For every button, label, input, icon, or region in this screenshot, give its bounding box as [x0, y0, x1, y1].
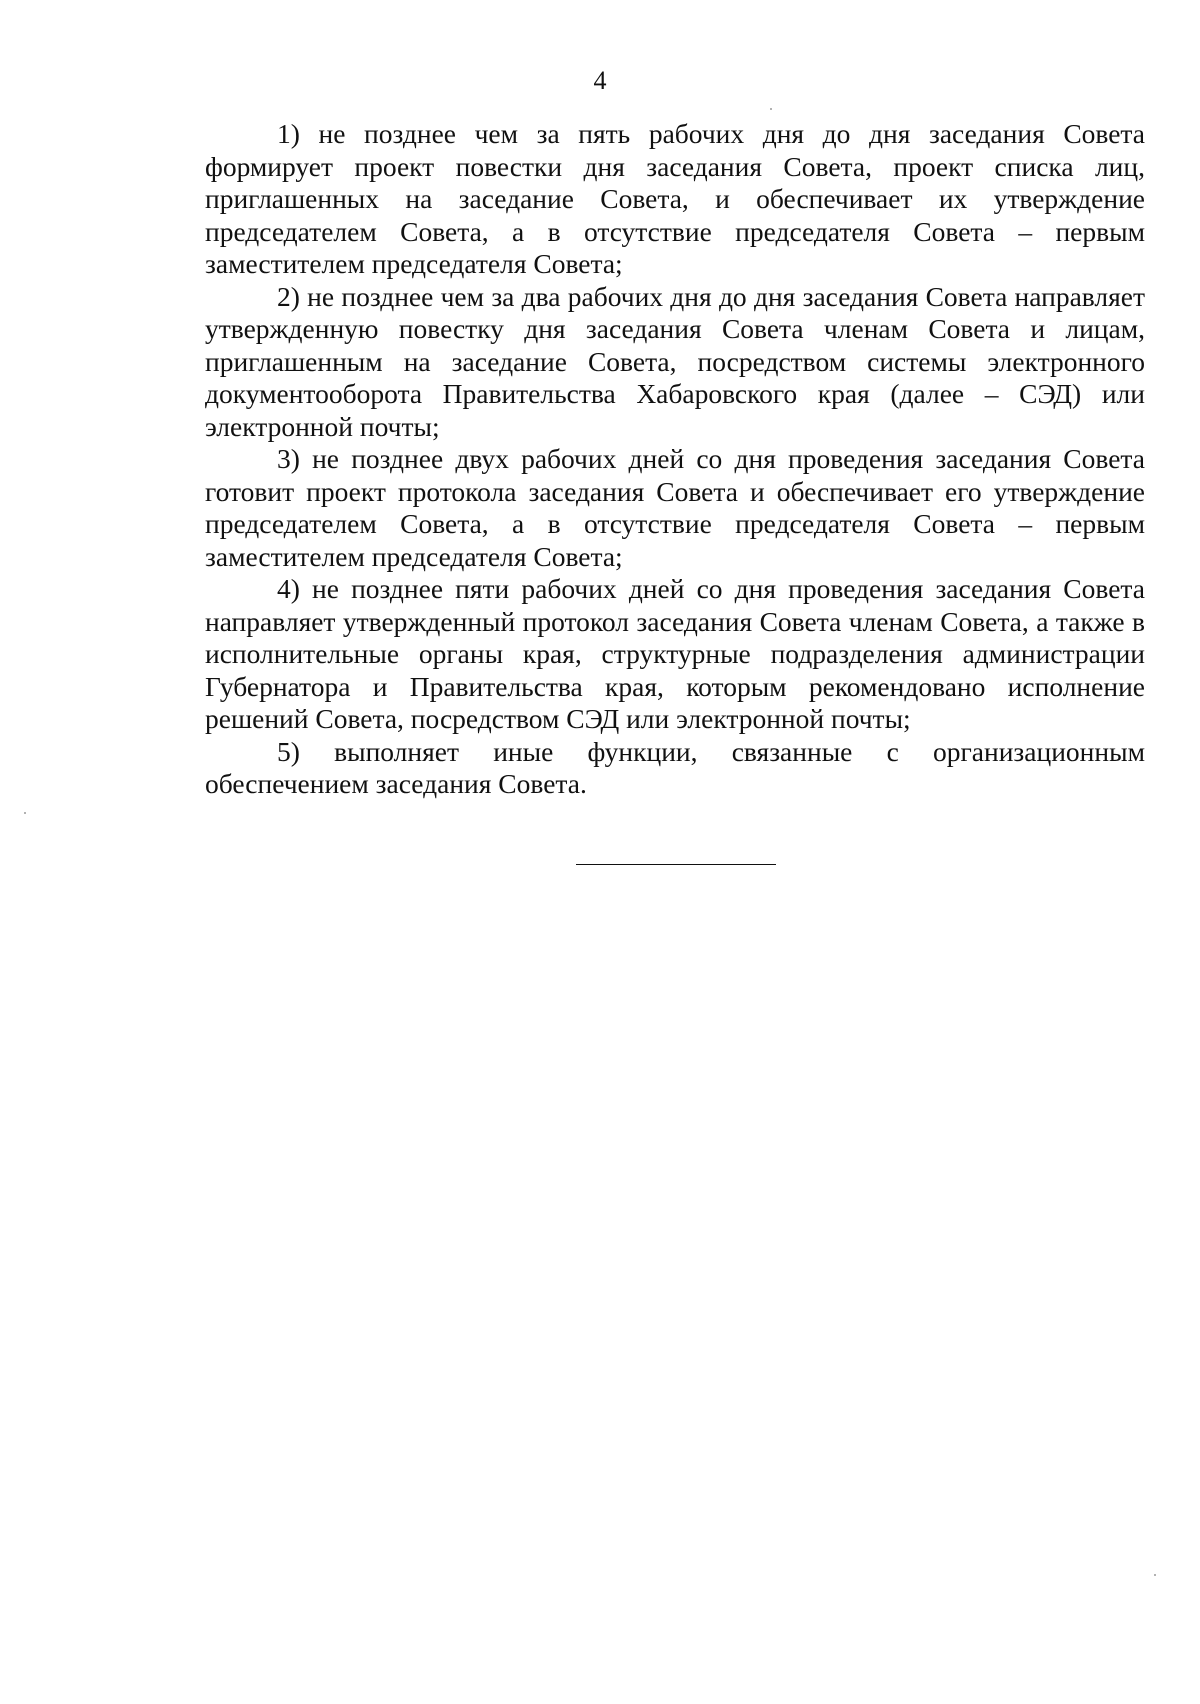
list-item-2: 2) не позднее чем за два рабочих дня до дня заседания Совета направляет утвержденную повестку дня заседания Совета членам Совета и лицам, приглашенным на заседание Совета, посредством системы электронного документооборота Правительства Хабаровского края (далее – СЭД) или электронной почты; — [205, 280, 1145, 442]
list-item-5: 5) выполняет иные функции, связанные с организационным обеспечением заседания Совета. — [205, 735, 1145, 799]
end-of-text-rule — [576, 864, 776, 865]
scan-speck — [1154, 1574, 1156, 1576]
list-item-4: 4) не позднее пяти рабочих дней со дня проведения заседания Совета направляет утвержденный протокол заседания Совета членам Совета, а также в исполнительные органы края, структурные подразделения администрации Губернатора и Правительства края, которым рекомендовано исполнение решений Совета, посредством СЭД или электронной почты; — [205, 573, 1145, 734]
list-item-3: 3) не позднее двух рабочих дней со дня проведения заседания Совета готовит проект протокола заседания Совета и обеспечивает его утверждение председателем Совета, а в отсутствие председателя Совета – первым заместителем председателя Совета; — [205, 443, 1145, 572]
list-item-1: 1) не позднее чем за пять рабочих дня до дня заседания Совета формирует проект повестки дня заседания Совета, проект списка лиц, приглашенных на заседание Совета, и обеспечивает их утверждение председателем Совета, а в отсутствие председателя Совета – первым заместителем председателя Совета; — [205, 118, 1145, 279]
scan-speck — [770, 108, 772, 110]
scan-speck — [24, 812, 26, 814]
page-number: 4 — [593, 66, 607, 95]
document-body — [205, 118, 1145, 801]
